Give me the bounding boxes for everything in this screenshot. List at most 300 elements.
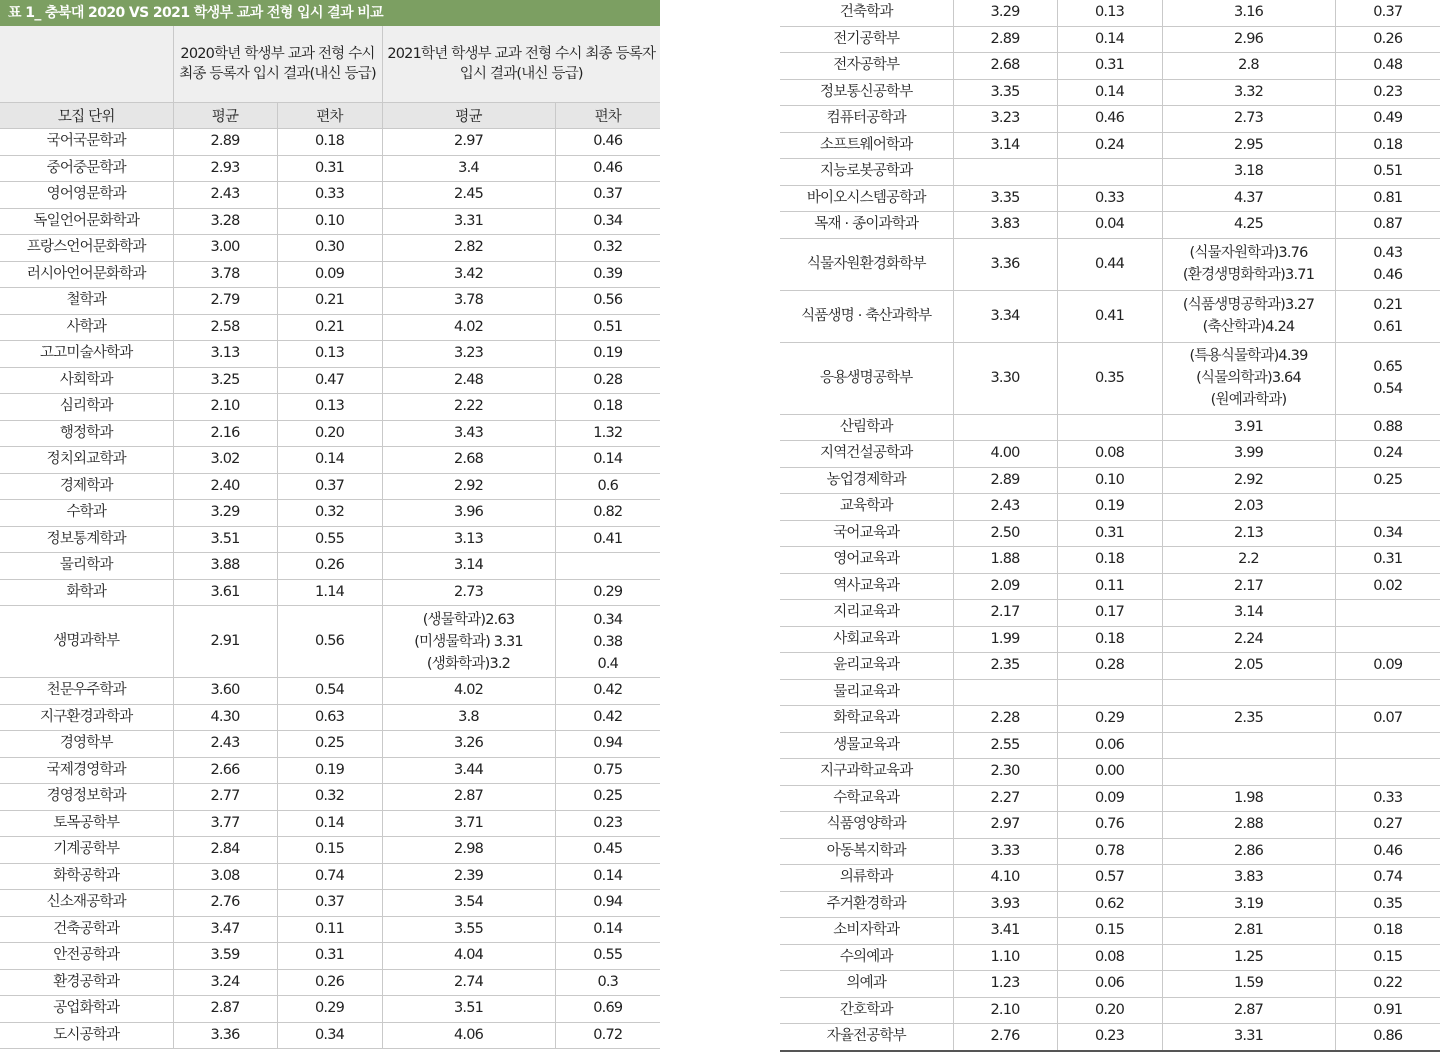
table-row [780,467,1440,494]
table-row [780,547,1440,574]
sd-2021-cell: 0.87 [1335,212,1440,239]
sd-2021-cell: 0.37 [555,182,660,209]
sd-2021-cell: 0.24 [1335,441,1440,468]
unit-cell: 영어교육과 [780,547,953,574]
avg-2021-cell: 2.2 [1162,547,1335,574]
table-row [0,704,660,731]
unit-cell: 목재 · 종이과학과 [780,212,953,239]
sd-2021-cell: 0.23 [555,810,660,837]
table-caption: 표 1_ 충북대 2020 VS 2021 학생부 교과 전형 입시 결과 비교 [0,0,660,26]
table-row [0,757,660,784]
sd-2020-cell: 0.33 [277,182,382,209]
sd-2021-cell: 0.22 [1335,971,1440,998]
sd-2021-cell [1335,600,1440,627]
sd-2020-cell: 0.26 [277,553,382,580]
unit-cell: 의류학과 [780,865,953,892]
unit-cell: 화학공학과 [0,863,173,890]
avg-2020-cell: 3.51 [173,526,277,553]
header-avg-2020: 평균 [173,103,277,129]
sd-2020-cell: 0.09 [277,261,382,288]
sd-2021-cell: 0.48 [1335,53,1440,80]
sd-2020-cell: 0.18 [277,129,382,156]
avg-2021-cell: 3.32 [1162,79,1335,106]
sd-2021-cell: 0.18 [555,394,660,421]
sd-2021-cell: 0.88 [1335,414,1440,441]
avg-2021-cell: 3.13 [382,526,555,553]
unit-cell: 역사교육과 [780,573,953,600]
table-row [0,473,660,500]
table-row [0,420,660,447]
avg-2021-cell: 3.14 [382,553,555,580]
table-row [780,759,1440,786]
sd-2021-cell: 0.21 0.61 [1335,290,1440,342]
avg-2020-cell: 3.78 [173,261,277,288]
avg-2020-cell: 2.16 [173,420,277,447]
avg-2021-cell: 2.81 [1162,918,1335,945]
table-row [780,132,1440,159]
avg-2020-cell: 2.50 [953,520,1057,547]
avg-2021-cell: 2.86 [1162,838,1335,865]
sd-2021-cell [1335,732,1440,759]
sd-2021-cell: 0.33 [1335,785,1440,812]
table-row [780,212,1440,239]
unit-cell: 간호학과 [780,997,953,1024]
table-row [0,810,660,837]
sd-2021-cell: 0.75 [555,757,660,784]
sd-2020-cell: 0.10 [277,208,382,235]
sd-2021-cell: 0.37 [1335,0,1440,26]
unit-cell: 소비자학과 [780,918,953,945]
sd-2020-cell: 0.31 [1057,53,1162,80]
table-row [780,159,1440,186]
avg-2020-cell: 2.55 [953,732,1057,759]
avg-2020-cell: 2.30 [953,759,1057,786]
sd-2020-cell: 0.76 [1057,812,1162,839]
results-table-left [0,26,660,1049]
avg-2021-cell: 1.25 [1162,944,1335,971]
avg-2021-cell: 2.96 [1162,26,1335,53]
sd-2020-cell: 0.14 [1057,26,1162,53]
avg-2021-cell: 2.88 [1162,812,1335,839]
table-row [0,314,660,341]
table-row [780,0,1440,26]
avg-2021-cell: 3.55 [382,916,555,943]
avg-2020-cell: 3.36 [953,238,1057,290]
sd-2021-cell: 0.25 [1335,467,1440,494]
unit-cell: 바이오시스템공학과 [780,185,953,212]
sd-2021-cell: 0.72 [555,1022,660,1049]
table-row [0,155,660,182]
table-row [780,653,1440,680]
sd-2020-cell: 0.47 [277,367,382,394]
sd-2020-cell: 0.41 [1057,290,1162,342]
unit-cell: 응용생명공학부 [780,342,953,414]
avg-2021-cell: 3.43 [382,420,555,447]
unit-cell: 전자공학부 [780,53,953,80]
unit-cell: 컴퓨터공학과 [780,106,953,133]
sd-2021-cell: 0.46 [555,129,660,156]
sd-2020-cell: 0.37 [277,890,382,917]
avg-2021-cell: 4.02 [382,678,555,705]
sd-2021-cell: 0.65 0.54 [1335,342,1440,414]
sd-2020-cell: 0.11 [277,916,382,943]
sd-2021-cell: 0.39 [555,261,660,288]
avg-2021-cell: 2.13 [1162,520,1335,547]
table-row [780,185,1440,212]
table-row [780,573,1440,600]
unit-cell: 행정학과 [0,420,173,447]
avg-2020-cell: 3.30 [953,342,1057,414]
avg-2021-cell: (특용식물학과)4.39 (식물의학과)3.64 (원예과학과) [1162,342,1335,414]
sd-2020-cell: 0.20 [277,420,382,447]
sd-2021-cell: 0.69 [555,996,660,1023]
avg-2021-cell: 2.8 [1162,53,1335,80]
sd-2021-cell: 0.42 [555,678,660,705]
unit-cell: 생물교육과 [780,732,953,759]
sd-2020-cell: 0.14 [277,447,382,474]
sd-2021-cell: 0.23 [1335,79,1440,106]
avg-2021-cell: (식물자원학과)3.76 (환경생명화학과)3.71 [1162,238,1335,290]
sd-2021-cell: 0.74 [1335,865,1440,892]
table-row [780,600,1440,627]
table-row [0,208,660,235]
avg-2021-cell: 2.87 [1162,997,1335,1024]
sd-2021-cell: 0.43 0.46 [1335,238,1440,290]
unit-cell: 토목공학부 [0,810,173,837]
avg-2020-cell: 3.41 [953,918,1057,945]
avg-2020-cell: 2.79 [173,288,277,315]
table-row [0,341,660,368]
avg-2021-cell: 4.02 [382,314,555,341]
sd-2020-cell [1057,414,1162,441]
sd-2020-cell: 1.14 [277,579,382,606]
unit-cell: 식품생명 · 축산과학부 [780,290,953,342]
avg-2020-cell: 2.76 [953,1024,1057,1051]
avg-2021-cell: 2.17 [1162,573,1335,600]
sd-2021-cell: 0.14 [555,447,660,474]
sd-2021-cell [1335,494,1440,521]
avg-2020-cell: 3.33 [953,838,1057,865]
table-row [780,838,1440,865]
sd-2020-cell [1057,679,1162,706]
avg-2021-cell: 3.99 [1162,441,1335,468]
unit-cell: 국어국문학과 [0,129,173,156]
avg-2020-cell: 3.25 [173,367,277,394]
header-sd-2020: 편차 [277,103,382,129]
sd-2021-cell: 1.32 [555,420,660,447]
sd-2020-cell: 0.46 [1057,106,1162,133]
table-row [0,500,660,527]
sd-2020-cell: 0.30 [277,235,382,262]
sd-2020-cell: 0.29 [1057,706,1162,733]
avg-2020-cell: 2.89 [953,467,1057,494]
avg-2021-cell [1162,732,1335,759]
sd-2020-cell: 0.31 [277,155,382,182]
table-row [0,678,660,705]
table-row [780,520,1440,547]
avg-2020-cell: 2.09 [953,573,1057,600]
table-row [780,290,1440,342]
table-row [0,731,660,758]
avg-2021-cell: 3.83 [1162,865,1335,892]
table-row [0,553,660,580]
avg-2020-cell: 3.24 [173,969,277,996]
unit-cell: 윤리교육과 [780,653,953,680]
avg-2021-cell: 2.03 [1162,494,1335,521]
header-unit: 모집 단위 [0,103,173,129]
avg-2020-cell [953,414,1057,441]
unit-cell: 자율전공학부 [780,1024,953,1051]
sd-2020-cell: 0.34 [277,1022,382,1049]
unit-cell: 식물자원환경화학부 [780,238,953,290]
avg-2021-cell: (생물학과)2.63 (미생물학과) 3.31 (생화학과)3.2 [382,606,555,678]
unit-cell: 지구과학교육과 [780,759,953,786]
avg-2020-cell: 3.08 [173,863,277,890]
avg-2020-cell: 1.10 [953,944,1057,971]
avg-2020-cell: 3.28 [173,208,277,235]
unit-cell: 영어영문학과 [0,182,173,209]
table-row [0,394,660,421]
table-row [780,785,1440,812]
sd-2021-cell: 0.14 [555,863,660,890]
table-row [780,944,1440,971]
unit-cell: 사학과 [0,314,173,341]
unit-cell: 수학과 [0,500,173,527]
sd-2021-cell: 0.15 [1335,944,1440,971]
avg-2021-cell: 3.8 [382,704,555,731]
sd-2020-cell: 0.15 [277,837,382,864]
unit-cell: 지구환경과학과 [0,704,173,731]
sd-2020-cell: 0.18 [1057,547,1162,574]
unit-cell: 수학교육과 [780,785,953,812]
avg-2020-cell: 1.99 [953,626,1057,653]
avg-2021-cell: 3.14 [1162,600,1335,627]
avg-2020-cell: 3.88 [173,553,277,580]
avg-2020-cell: 4.00 [953,441,1057,468]
sd-2020-cell: 0.54 [277,678,382,705]
sd-2020-cell: 0.21 [277,314,382,341]
sd-2021-cell: 0.32 [555,235,660,262]
unit-cell: 소프트웨어학과 [780,132,953,159]
avg-2021-cell: 3.44 [382,757,555,784]
avg-2021-cell [1162,759,1335,786]
table-row [780,106,1440,133]
unit-cell: 프랑스언어문화학과 [0,235,173,262]
table-row [0,969,660,996]
avg-2020-cell: 2.91 [173,606,277,678]
unit-cell: 정치외교학과 [0,447,173,474]
avg-2021-cell: 3.19 [1162,891,1335,918]
sd-2020-cell: 0.15 [1057,918,1162,945]
sd-2021-cell: 0.35 [1335,891,1440,918]
sd-2020-cell: 0.21 [277,288,382,315]
unit-cell: 사회학과 [0,367,173,394]
unit-cell: 중어중문학과 [0,155,173,182]
avg-2020-cell: 2.66 [173,757,277,784]
unit-cell: 주거환경학과 [780,891,953,918]
sd-2021-cell: 0.31 [1335,547,1440,574]
sd-2021-cell: 0.91 [1335,997,1440,1024]
avg-2021-cell: 2.24 [1162,626,1335,653]
sd-2020-cell: 0.19 [277,757,382,784]
sd-2021-cell: 0.6 [555,473,660,500]
sd-2020-cell: 0.29 [277,996,382,1023]
unit-cell: 아동복지학과 [780,838,953,865]
sd-2021-cell: 0.34 [1335,520,1440,547]
table-row [780,494,1440,521]
avg-2020-cell: 3.47 [173,916,277,943]
table-row [780,971,1440,998]
unit-cell: 화학교육과 [780,706,953,733]
unit-cell: 경영학부 [0,731,173,758]
avg-2021-cell: 3.96 [382,500,555,527]
avg-2020-cell: 2.27 [953,785,1057,812]
unit-cell: 국어교육과 [780,520,953,547]
sd-2021-cell [1335,759,1440,786]
table-row [780,997,1440,1024]
avg-2021-cell: 2.92 [382,473,555,500]
table-row [0,129,660,156]
avg-2020-cell: 3.36 [173,1022,277,1049]
avg-2020-cell: 2.97 [953,812,1057,839]
sd-2020-cell: 0.57 [1057,865,1162,892]
avg-2020-cell: 3.77 [173,810,277,837]
avg-2021-cell: 3.4 [382,155,555,182]
sd-2021-cell [1335,626,1440,653]
unit-cell: 고고미술사학과 [0,341,173,368]
unit-cell: 지능로봇공학과 [780,159,953,186]
table-row [780,342,1440,414]
header-blank [0,26,173,103]
avg-2020-cell: 2.89 [953,26,1057,53]
avg-2021-cell: 2.97 [382,129,555,156]
unit-cell: 정보통신공학부 [780,79,953,106]
avg-2020-cell: 2.43 [953,494,1057,521]
sd-2021-cell: 0.18 [1335,132,1440,159]
sd-2020-cell: 0.78 [1057,838,1162,865]
avg-2021-cell: 2.74 [382,969,555,996]
sd-2021-cell: 0.18 [1335,918,1440,945]
sd-2021-cell: 0.3 [555,969,660,996]
table-row [780,79,1440,106]
avg-2021-cell: 4.06 [382,1022,555,1049]
avg-2021-cell: 3.23 [382,341,555,368]
sd-2021-cell: 0.55 [555,943,660,970]
unit-cell: 건축공학과 [0,916,173,943]
table-row [780,918,1440,945]
sd-2020-cell: 0.35 [1057,342,1162,414]
sd-2020-cell: 0.37 [277,473,382,500]
table-row [780,626,1440,653]
table-row [0,526,660,553]
sd-2020-cell: 0.14 [277,810,382,837]
sd-2020-cell: 0.74 [277,863,382,890]
table-row [0,288,660,315]
avg-2021-cell: 3.51 [382,996,555,1023]
unit-cell: 천문우주학과 [0,678,173,705]
sd-2020-cell: 0.28 [1057,653,1162,680]
table-row [0,837,660,864]
avg-2021-cell: 3.91 [1162,414,1335,441]
avg-2020-cell: 4.10 [953,865,1057,892]
avg-2020-cell: 3.14 [953,132,1057,159]
sd-2020-cell: 0.06 [1057,732,1162,759]
unit-cell: 산림학과 [780,414,953,441]
avg-2021-cell: 2.68 [382,447,555,474]
avg-2021-cell: 2.82 [382,235,555,262]
sd-2020-cell: 0.32 [277,784,382,811]
avg-2020-cell: 2.84 [173,837,277,864]
avg-2020-cell: 3.35 [953,79,1057,106]
sd-2021-cell: 0.29 [555,579,660,606]
sd-2021-cell: 0.41 [555,526,660,553]
avg-2020-cell: 2.43 [173,182,277,209]
avg-2020-cell: 2.58 [173,314,277,341]
unit-cell: 기계공학부 [0,837,173,864]
avg-2020-cell: 2.28 [953,706,1057,733]
sd-2020-cell: 0.10 [1057,467,1162,494]
unit-cell: 건축학과 [780,0,953,26]
sd-2021-cell: 0.25 [555,784,660,811]
table-row [0,1022,660,1049]
table-row [0,863,660,890]
avg-2020-cell [953,679,1057,706]
sd-2021-cell [1335,679,1440,706]
unit-cell: 환경공학과 [0,969,173,996]
unit-cell: 교육학과 [780,494,953,521]
avg-2021-cell: (식품생명공학과)3.27 (축산학과)4.24 [1162,290,1335,342]
table-row [0,447,660,474]
sd-2021-cell: 0.28 [555,367,660,394]
avg-2020-cell: 2.93 [173,155,277,182]
sd-2021-cell: 0.14 [555,916,660,943]
avg-2020-cell: 2.17 [953,600,1057,627]
table-row [0,943,660,970]
avg-2020-cell: 3.59 [173,943,277,970]
unit-cell: 지리교육과 [780,600,953,627]
avg-2020-cell: 2.43 [173,731,277,758]
sd-2020-cell: 0.13 [277,341,382,368]
table-row [780,53,1440,80]
sd-2021-cell: 0.34 0.38 0.4 [555,606,660,678]
avg-2020-cell: 1.88 [953,547,1057,574]
avg-2021-cell: 3.31 [382,208,555,235]
table-row [780,441,1440,468]
sd-2021-cell: 0.49 [1335,106,1440,133]
avg-2020-cell: 3.00 [173,235,277,262]
unit-cell: 사회교육과 [780,626,953,653]
sd-2021-cell: 0.46 [555,155,660,182]
table-row [780,891,1440,918]
avg-2020-cell: 3.61 [173,579,277,606]
sd-2020-cell: 0.19 [1057,494,1162,521]
sd-2021-cell: 0.94 [555,890,660,917]
header-avg-2021: 평균 [382,103,555,129]
sd-2021-cell: 0.27 [1335,812,1440,839]
avg-2021-cell: 2.05 [1162,653,1335,680]
unit-cell: 독일언어문화학과 [0,208,173,235]
avg-2021-cell: 4.25 [1162,212,1335,239]
sd-2021-cell: 0.51 [555,314,660,341]
avg-2021-cell: 3.18 [1162,159,1335,186]
sd-2020-cell: 0.09 [1057,785,1162,812]
table-row [0,367,660,394]
avg-2021-cell: 1.98 [1162,785,1335,812]
unit-cell: 안전공학과 [0,943,173,970]
sd-2021-cell: 0.94 [555,731,660,758]
sd-2020-cell: 0.33 [1057,185,1162,212]
sd-2021-cell: 0.19 [555,341,660,368]
